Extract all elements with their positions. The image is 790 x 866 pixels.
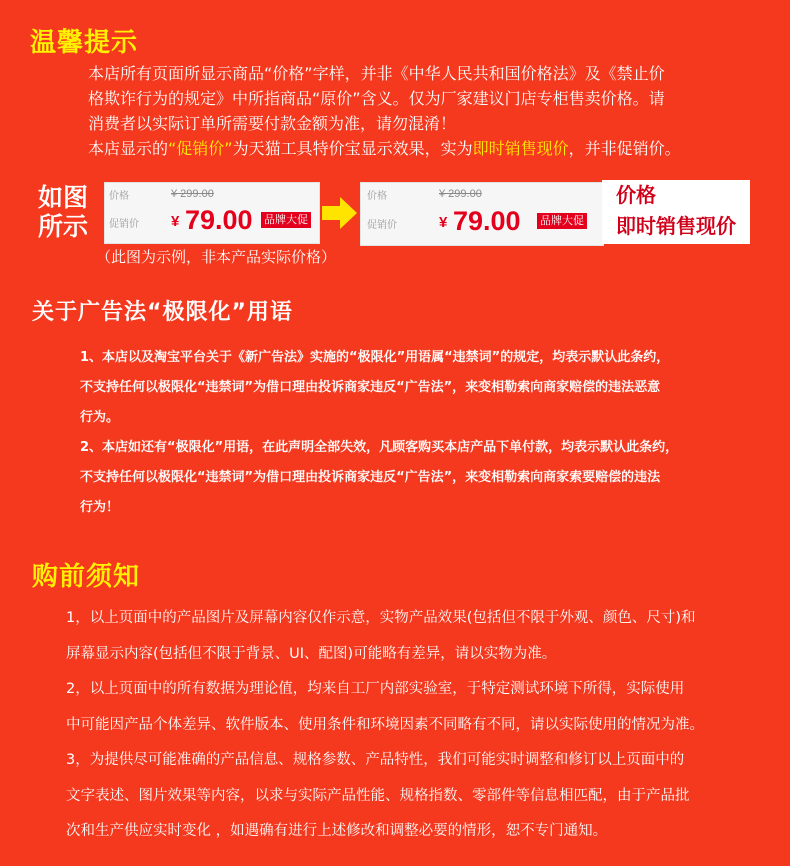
ad-law-text [80,343,780,523]
new-price: 79.00 [185,205,253,235]
notice-line: 文字表述、图片效果等内容，以求与实际产品性能、规格指数、零部件等信息相匹配，由于产品批 [66,787,690,804]
warm-tips-line: 本店显示的“促销价”为天猫工具特价宝显示效果，实为即时销售现价，并非促销价。 [88,139,681,158]
current-price-highlight: 即时销售现价 [472,139,569,158]
ad-law-line: 行为！ [80,500,120,515]
promo-label: 促销价 [367,220,397,231]
section-title-warm-tips: 温馨提示 [30,28,139,58]
example-caption: （此图为示例，非本产品实际价格） [96,248,337,266]
new-price: 79.00 [453,206,521,236]
price-label: 价格 [109,191,129,202]
notice-line: 屏幕显示内容(包括但不限于背景、UI、配图)可能略有差异，请以实物为准。 [66,645,557,662]
ad-law-line: 行为。 [80,410,120,425]
arrow-right-icon [322,196,358,230]
brand-promo-tag: 品牌大促 [261,212,311,228]
yen-sign: ¥ [171,213,180,230]
ad-law-line: 2、本店如还有“极限化”用语，在此声明全部失效，凡顾客购买本店产品下单付款，均表示默认此条约， [80,440,679,455]
brand-promo-tag: 品牌大促 [537,213,587,229]
price-legend: 价格 即时销售现价 [602,180,750,244]
warm-tips-line: 本店所有页面所显示商品“价格”字样，并非《中华人民共和国价格法》及《禁止价 [88,64,665,83]
ad-law-line: 1、本店以及淘宝平台关于《新广告法》实施的“极限化”用语属“违禁词”的规定，均表示默认此条约， [80,350,670,365]
price-example-before [104,182,320,244]
example-side-label: 如图 所示 [38,183,89,241]
warm-tips-text [88,61,778,161]
notice-line: 3，为提供尽可能准确的产品信息、规格参数、产品特性，我们可能实时调整和修订以上页面中的 [66,752,685,768]
notice-line: 1，以上页面中的产品图片及屏幕内容仅作示意，实物产品效果(包括但不限于外观、颜色、尺寸)和 [66,610,696,626]
promo-label: 促销价 [109,219,139,230]
notice-line: 次和生产供应实时变化 ，如遇确有进行上述修改和调整必要的情形，恕不专门通知。 [66,823,608,839]
notice-line: 2，以上页面中的所有数据为理论值，均来自工厂内部实验室，于特定测试环境下所得，实际使用 [66,681,685,697]
price-label: 价格 [367,191,387,202]
ad-law-line: 不支持任何以极限化“违禁词”为借口理由投诉商家违反“广告法”，来变相勒索向商家赔偿的违法恶意 [80,380,661,395]
yen-sign: ¥ [439,214,448,231]
section-title-ad-law: 关于广告法“极限化”用语 [32,300,293,325]
warm-tips-line: 消费者以实际订单所需要付款金额为准，请勿混淆！ [88,114,457,133]
old-price: ¥ 299.00 [171,188,214,200]
notice-line: 中可能因产品个体差异、软件版本、使用条件和环境因素不同略有不同，请以实际使用的情况为准。 [66,716,704,733]
ad-law-line: 不支持任何以极限化“违禁词”为借口理由投诉商家违反“广告法”，来变相勒索向商家索要赔偿的违法 [80,470,661,485]
pre-purchase-text [62,601,772,850]
warm-tips-line: 格欺诈行为的规定》中所指商品“原价”含义。仅为厂家建议门店专柜售卖价格。请 [88,89,665,108]
old-price: ¥ 299.00 [439,188,482,200]
price-example-after [360,182,604,246]
section-title-pre-purchase: 购前须知 [32,562,141,592]
promo-price-highlight: “促销价” [168,139,233,158]
